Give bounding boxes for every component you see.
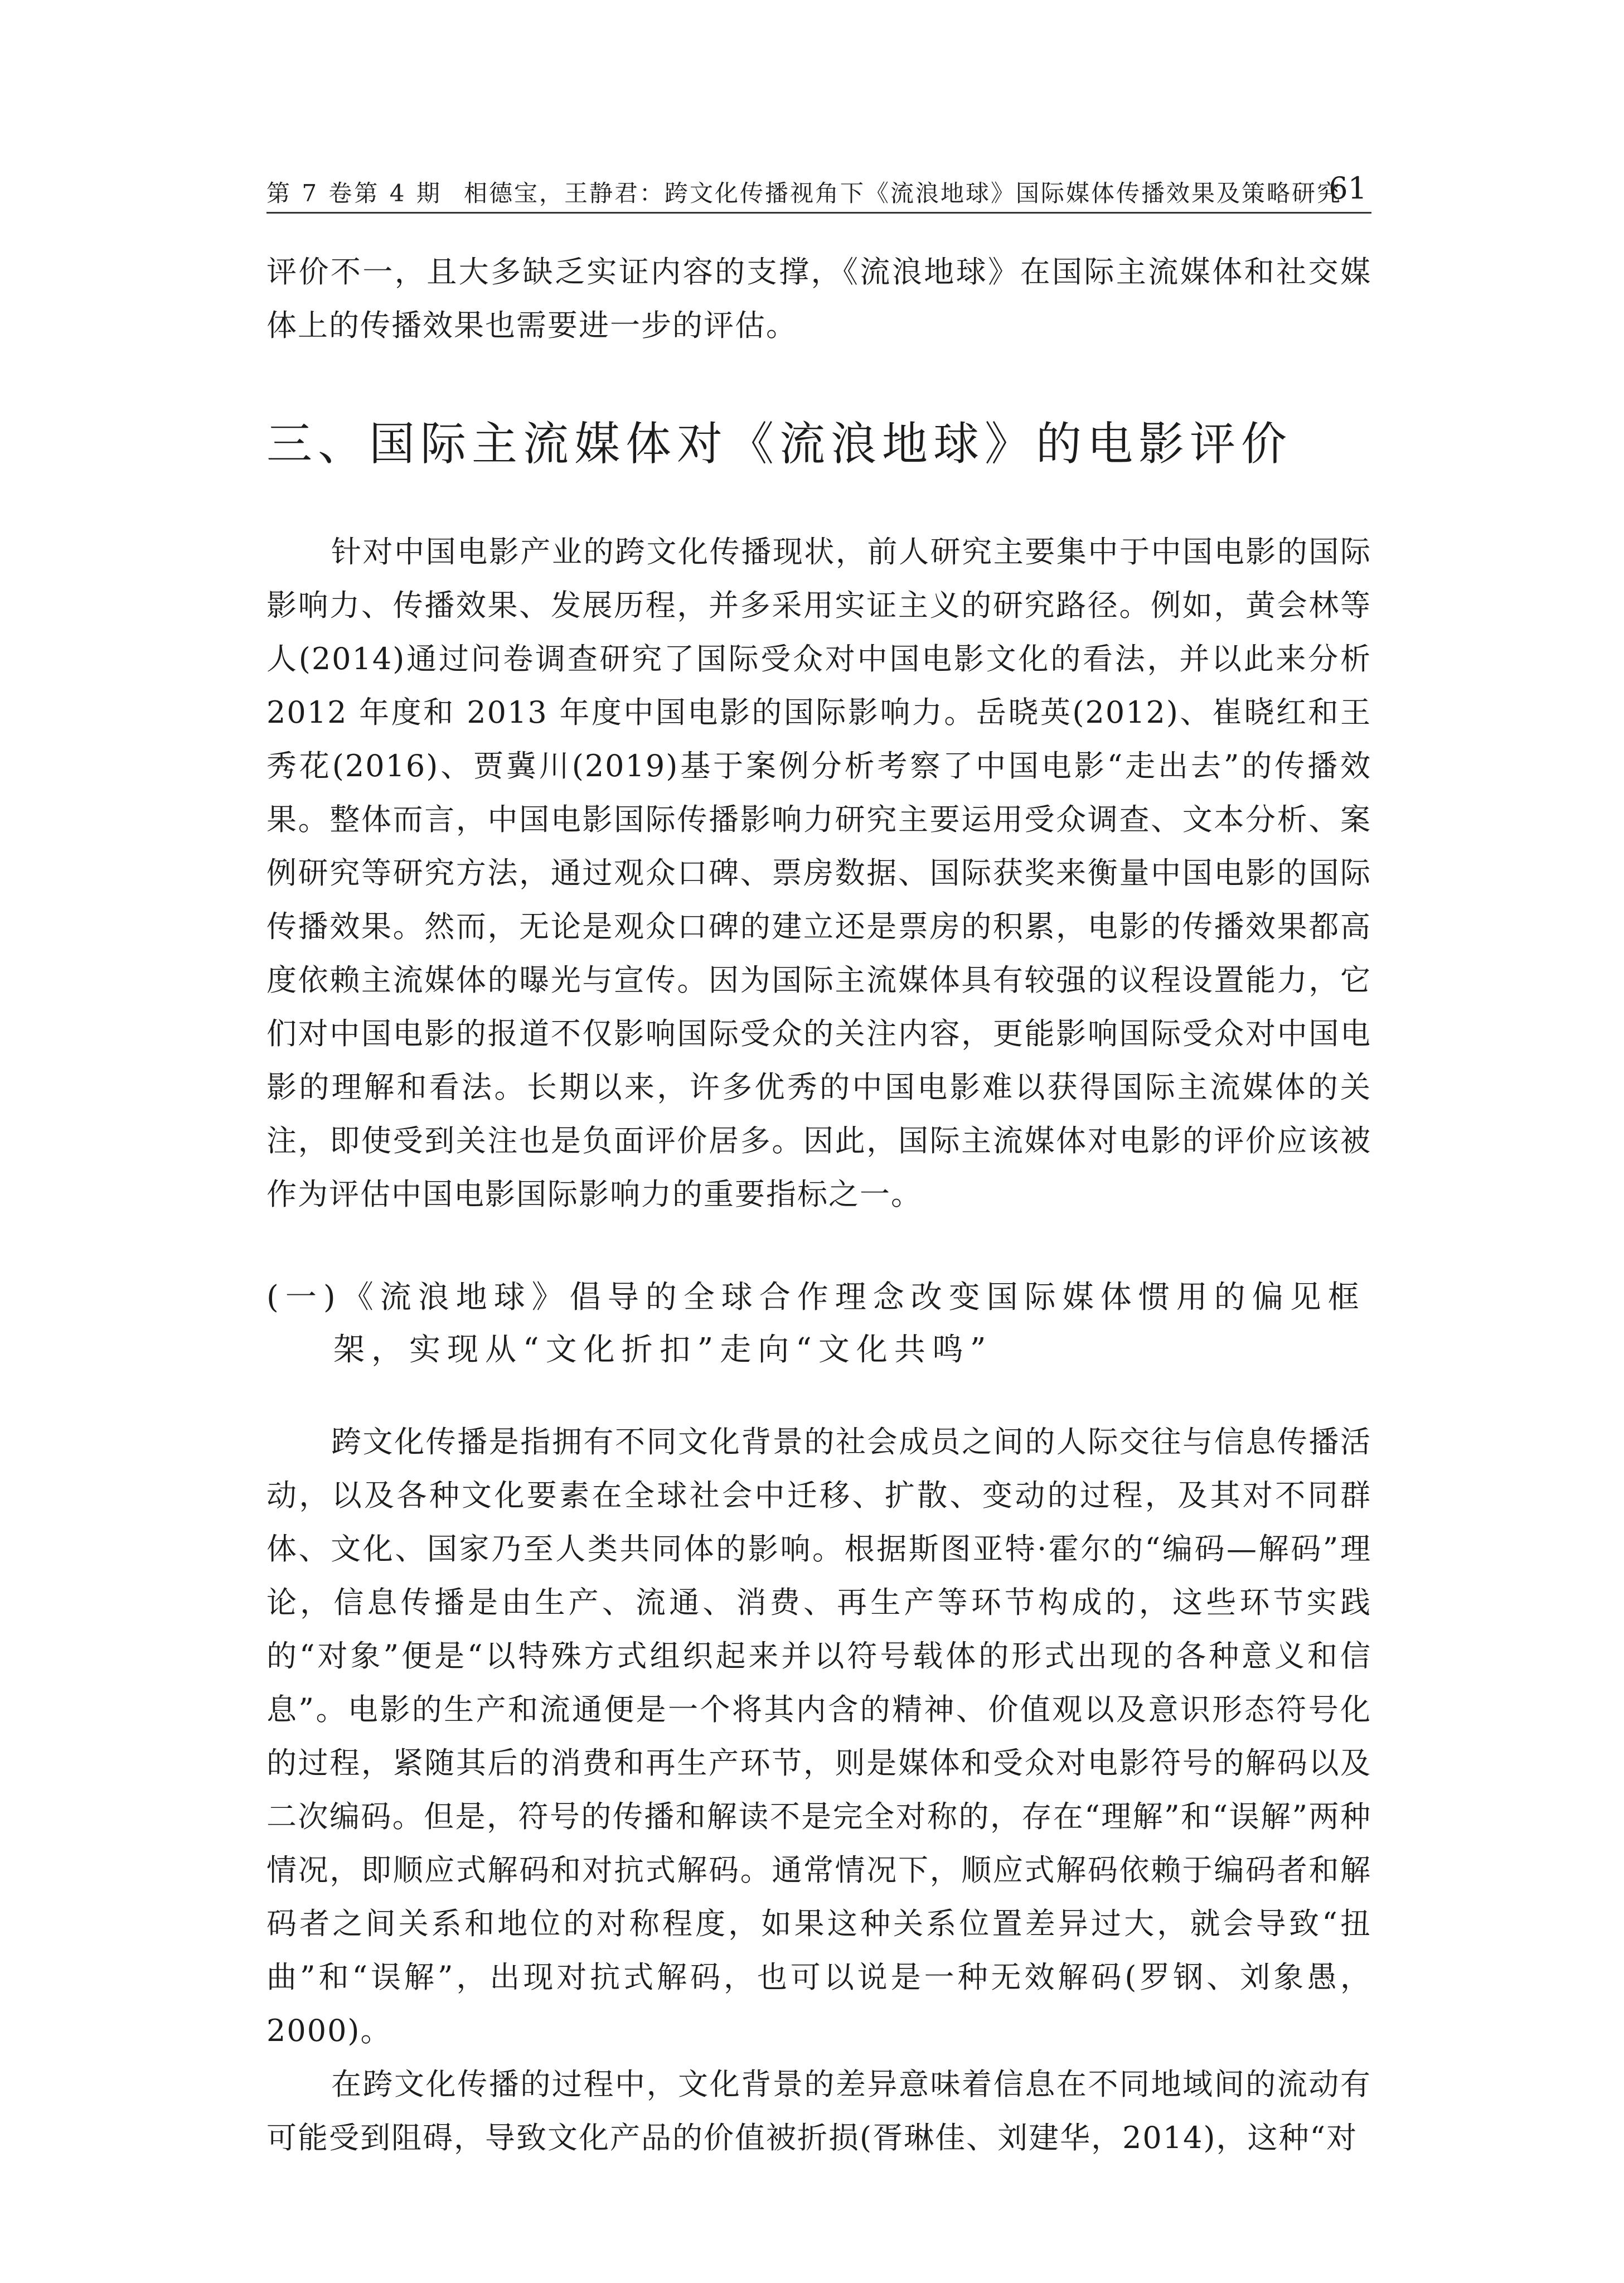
running-title: 相德宝，王静君：跨文化传播视角下《流浪地球》国际媒体传播效果及策略研究 <box>464 180 1342 207</box>
page-body <box>266 245 1371 2165</box>
subsection-paragraph-2: 在跨文化传播的过程中，文化背景的差异意味着信息在不同地域间的流动有可能受到阻碍，导致文化产品的价值被折损(胥琳佳、刘建华，2014)，这种“对 <box>266 2067 1371 2155</box>
page-number: 61 <box>1329 171 1367 206</box>
subsection-heading: (一)《流浪地球》倡导的全球合作理念改变国际媒体惯用的偏见框架，实现从“文化折扣”走向“文化共鸣” <box>266 1279 1366 1368</box>
intro-paragraph: 评价不一，且大多缺乏实证内容的支撑，《流浪地球》在国际主流媒体和社交媒体上的传播效果也需要进一步的评估。 <box>266 254 1371 343</box>
subsection-paragraph-1: 跨文化传播是指拥有不同文化背景的社会成员之间的人际交往与信息传播活动，以及各种文化要素在全球社会中迁移、扩散、变动的过程，及其对不同群体、文化、国家乃至人类共同体的影响。根据斯图亚特·霍尔的“编码—解码”理论，信息传播是由生产、流通、消费、再生产等环节构成的，这些环节实践的“对象”便是“以特殊方式组织起来并以符号载体的形式出现的各种意义和信息”。电影的生产和流通便是一个将其内含的精神、价值观以及意识形态符号化的过程，紧随其后的消费和再生产环节，则是媒体和受众对电影符号的解码以及二次编码。但是，符号的传播和解读不是完全对称的，存在“理解”和“误解”两种情况，即顺应式解码和对抗式解码。通常情况下，顺应式解码依赖于编码者和解码者之间关系和地位的对称程度，如果这种关系位置差异过大，就会导致“扭曲”和“误解”，出现对抗式解码，也可以说是一种无效解码(罗钢、刘象愚，2000)。 <box>266 1424 1371 2048</box>
section-paragraph: 针对中国电影产业的跨文化传播现状，前人研究主要集中于中国电影的国际影响力、传播效果、发展历程，并多采用实证主义的研究路径。例如，黄会林等人(2014)通过问卷调查研究了国际受众对中国电影文化的看法，并以此来分析 2012 年度和 2013 年度中国电影的国际影响力。岳晓英(2012)、崔晓红和王秀花(2016)、贾冀川(2019)基于案例分析考察了中国电影“走出去”的传播效果。整体而言，中国电影国际传播影响力研究主要运用受众调查、文本分析、案例研究等研究方法，通过观众口碑、票房数据、国际获奖来衡量中国电影的国际传播效果。然而，无论是观众口碑的建立还是票房的积累，电影的传播效果都高度依赖主流媒体的曝光与宣传。因为国际主流媒体具有较强的议程设置能力，它们对中国电影的报道不仅影响国际受众的关注内容，更能影响国际受众对中国电影的理解和看法。长期以来，许多优秀的中国电影难以获得国际主流媒体的关注，即使受到关注也是负面评价居多。因此，国际主流媒体对电影的评价应该被作为评估中国电影国际影响力的重要指标之一。 <box>266 534 1371 1212</box>
issue-label: 第 7 卷第 4 期 <box>266 180 442 207</box>
running-header <box>266 167 1371 214</box>
section-heading: 三、国际主流媒体对《流浪地球》的电影评价 <box>266 418 1293 471</box>
